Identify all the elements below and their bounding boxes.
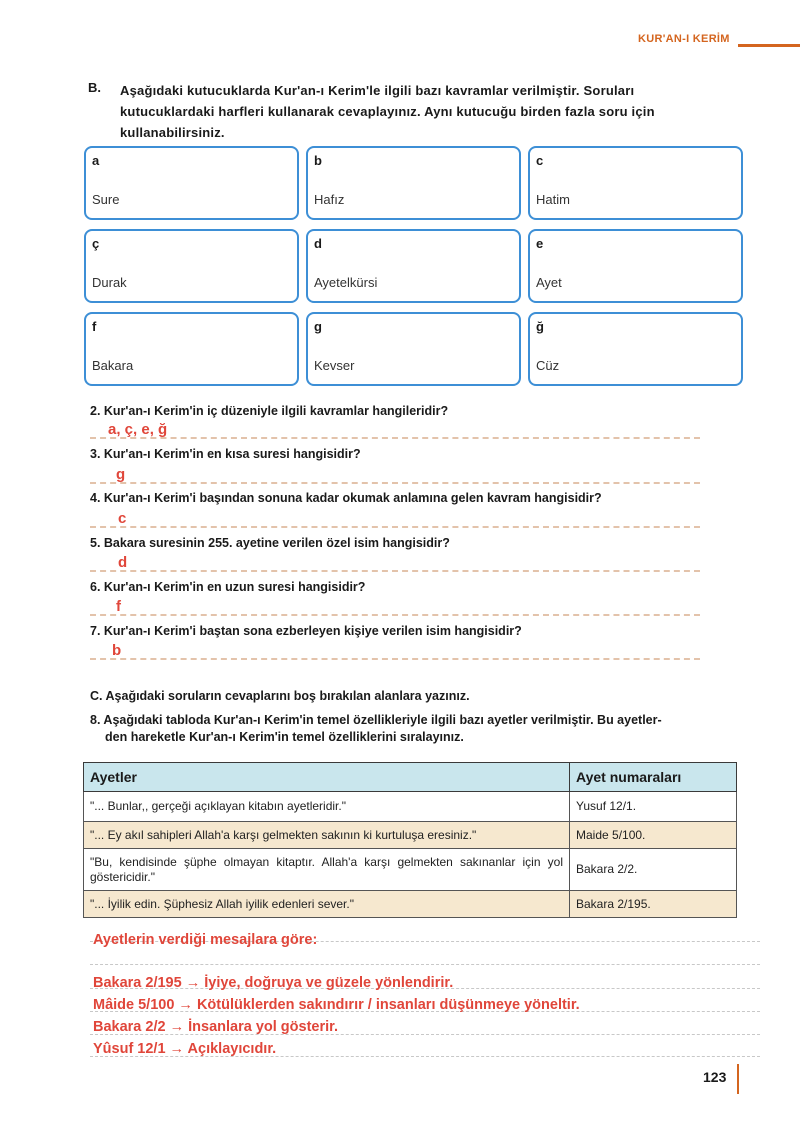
question-8-line-1: 8. Aşağıdaki tabloda Kur'an-ı Kerim'in temel özellikleriyle ilgili bazı ayetler verilmiştir. Bu ayetler-	[90, 713, 662, 727]
verse-ref: Maide 5/100.	[570, 822, 737, 849]
answer-line-6[interactable]	[90, 598, 700, 616]
handwritten-answer-line: Bakara 2/2 → İnsanlara yol gösterir.	[93, 1019, 339, 1035]
concept-boxes	[84, 146, 744, 386]
answer-2: a, ç, e, ğ	[108, 421, 168, 438]
concept-box-a	[84, 146, 299, 220]
question-8	[90, 712, 740, 746]
question-8-line-2: den hareketle Kur'an-ı Kerim'in temel özelliklerini sıralayınız.	[105, 730, 464, 744]
question-3: 3. Kur'an-ı Kerim'in en kısa suresi hangisidir?	[90, 447, 361, 461]
page-number: 123	[703, 1069, 727, 1085]
handwritten-answer-line: Yûsuf 12/1 → Açıklayıcıdır.	[93, 1041, 277, 1057]
question-7: 7. Kur'an-ı Kerim'i baştan sona ezberleyen kişiye verilen isim hangisidir?	[90, 624, 522, 638]
answer-3: g	[116, 466, 126, 483]
verse-text: "... Bunlar,, gerçeği açıklayan kitabın ayetleridir."	[84, 792, 570, 822]
page-number-rule	[737, 1064, 739, 1094]
section-b-letter: B.	[88, 80, 101, 95]
verses-table	[83, 762, 737, 918]
handwritten-answer-intro: Ayetlerin verdiği mesajlara göre:	[93, 932, 318, 948]
box-word: Ayetelkürsi	[314, 275, 378, 290]
verse-ref: Yusuf 12/1.	[570, 792, 737, 822]
header-rule	[738, 44, 800, 47]
box-word: Cüz	[536, 358, 560, 373]
concept-box-d	[306, 229, 521, 303]
box-letter: c	[536, 153, 544, 168]
answer-5: d	[118, 554, 128, 571]
table-row	[84, 822, 737, 849]
concept-box-e	[528, 229, 743, 303]
box-letter: a	[92, 153, 100, 168]
verse-text: "... İyilik edin. Şüphesiz Allah iyilik edenleri sever."	[84, 891, 570, 918]
column-header-verses: Ayetler	[84, 763, 570, 792]
handwritten-answer-line: Bakara 2/195 → İyiye, doğruya ve güzele yönlendirir.	[93, 975, 454, 991]
table-row	[84, 891, 737, 918]
verse-text: "... Ey akıl sahipleri Allah'a karşı gelmekten sakının ki kurtuluşa eresiniz."	[84, 822, 570, 849]
concept-box-g-breve	[528, 312, 743, 386]
verse-ref: Bakara 2/2.	[570, 849, 737, 891]
answer-line-5[interactable]	[90, 554, 700, 572]
question-4: 4. Kur'an-ı Kerim'i başından sonuna kadar okumak anlamına gelen kavram hangisidir?	[90, 491, 602, 505]
concept-box-c	[528, 146, 743, 220]
answer-line-7[interactable]	[90, 642, 700, 660]
answer-line-2[interactable]	[90, 421, 700, 439]
verse-ref: Bakara 2/195.	[570, 891, 737, 918]
box-letter: g	[314, 319, 322, 334]
box-letter: d	[314, 236, 322, 251]
box-word: Bakara	[92, 358, 134, 373]
concept-box-f	[84, 312, 299, 386]
box-word: Hatim	[536, 192, 570, 207]
box-letter: e	[536, 236, 544, 251]
answer-4: c	[118, 510, 127, 527]
concept-box-b	[306, 146, 521, 220]
answer-line-4[interactable]	[90, 510, 700, 528]
verse-text: "Bu, kendisinde şüphe olmayan kitaptır. Allah'a karşı gelmekten sakınanlar için yol göstericidir."	[84, 849, 570, 891]
box-word: Durak	[92, 275, 127, 290]
section-c-instruction: C. Aşağıdaki soruların cevaplarını boş bırakılan alanlara yazınız.	[90, 689, 470, 703]
handwritten-answer-line: Mâide 5/100 → Kötülüklerden sakındırır / insanları düşünmeye yöneltir.	[93, 997, 580, 1013]
box-word: Hafız	[314, 192, 345, 207]
answer-line-3[interactable]	[90, 466, 700, 484]
box-letter: ğ	[536, 319, 544, 334]
table-row	[84, 849, 737, 891]
question-2: 2. Kur'an-ı Kerim'in iç düzeniyle ilgili kavramlar hangileridir?	[90, 404, 449, 418]
question-6: 6. Kur'an-ı Kerim'in en uzun suresi hangisidir?	[90, 580, 366, 594]
answer-7: b	[112, 642, 122, 659]
box-word: Ayet	[536, 275, 562, 290]
question-5: 5. Bakara suresinin 255. ayetine verilen özel isim hangisidir?	[90, 536, 450, 550]
box-letter: ç	[92, 236, 100, 251]
box-letter: b	[314, 153, 322, 168]
section-b-instruction: Aşağıdaki kutucuklarda Kur'an-ı Kerim'le ilgili bazı kavramlar verilmiştir. Soruları kutucuklardaki harfleri kullanarak cevaplayınız. Aynı kutucuğu birden fazla soru için kullanabilirsiniz.	[120, 83, 655, 140]
box-word: Sure	[92, 192, 120, 207]
concept-box-c-cedilla	[84, 229, 299, 303]
concept-box-g	[306, 312, 521, 386]
answer-6: f	[116, 598, 121, 615]
answer-guide-line	[90, 964, 760, 965]
page-header-title: KUR'AN-I KERİM	[638, 33, 730, 45]
table-row	[84, 792, 737, 822]
box-word: Kevser	[314, 358, 355, 373]
box-letter: f	[92, 319, 97, 334]
column-header-verse-numbers: Ayet numaraları	[570, 763, 737, 792]
